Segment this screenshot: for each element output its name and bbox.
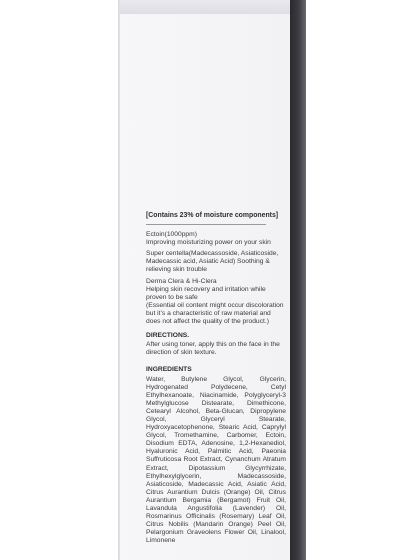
- feature-desc: Improving moisturizing power on your skin: [146, 239, 271, 247]
- ingredients-heading: INGREDIENTS: [146, 366, 192, 374]
- feature-title: Super centella(Madecassoside, Asiaticoside, Madecassic acid, Asiatic Acid) Soothing & relieving skin trouble: [146, 250, 279, 274]
- moisture-claim: [Contains 23% of moisture components]: [146, 212, 279, 219]
- feature-title: Ectoin(1000ppm): [146, 231, 197, 239]
- directions-text: After using toner, apply this on the face in the direction of skin texture.: [146, 341, 280, 357]
- ingredients-list: Water, Butylene Glycol, Glycerin, Hydrogenated Polydecene, Cetyl Ethylhexanoate, Niacinamide, Polyglyceryl-3 Methylglucose Distearate, Dimethicone, Cetearyl Alcohol, Beta-Glucan, Dipropylene Glycol, Glyceryl Stearate, Hydroxyacetophenone, Stearic Acid, Caprylyl Glycol, Tromethamine, Carbomer, Ectoin, Disodium EDTA, Adenosine, 1,2-Hexanediol, Hyaluronic Acid, Palmitic Acid, Paeonia Suffruticosa Root Extract, Cynanchum Atratum Extract, Dipotassium Glycyrrhizate, Ethylhexylglycerin, Madecassoside, Asiaticoside, Madecassic Acid, Asiatic Acid, Citrus Aurantium Dulcis (Orange) Oil, Citrus Aurantium Bergamia (Bergamot) Fruit Oil, Lavandula Angustifolia (Lavender) Oil, Rosmarinus Officinalis (Rosemary) Leaf Oil, Citrus Nobilis (Mandarin Orange) Peel Oil, Pelargonium Graveolens Flower Oil, Linalool, Limonene: [146, 375, 286, 545]
- box-top-edge: [120, 0, 300, 14]
- feature-desc: Helping skin recovery and irritation while proven to be safe: [146, 285, 266, 301]
- feature-title: Derma Clera & Hi-Clera: [146, 277, 217, 285]
- divider-line: [146, 224, 266, 225]
- discoloration-note: (Essential oil content might occur discoloration but it’s a characteristic of raw material and does not affect the quality of the product.): [146, 301, 284, 326]
- box-dark-side: [290, 0, 306, 560]
- label-text-block: [146, 212, 286, 545]
- feature-centella: [146, 250, 286, 274]
- directions-heading: DIRECTIONS.: [146, 332, 190, 340]
- feature-derma-clera: [146, 278, 286, 302]
- feature-ectoin: [146, 231, 286, 247]
